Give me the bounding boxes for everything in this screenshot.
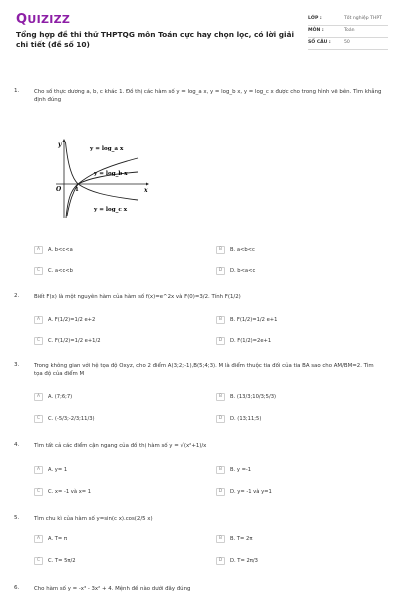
question-number: 4. xyxy=(14,442,20,448)
worksheet-header xyxy=(0,0,400,68)
question-5 xyxy=(14,515,386,527)
option-text: D. y= -1 và y=1 xyxy=(230,489,272,495)
question-text: Tìm tất cả các điểm cận ngang của đồ thị hàm số y = √(x²+1)/x xyxy=(34,443,207,449)
option-letter-box: B xyxy=(216,535,225,543)
option-text: B. F(1/2)=1/2 e+1 xyxy=(230,317,278,323)
answer-option[interactable] xyxy=(216,315,386,325)
question-text: Trong không gian với hệ tọa độ Oxyz, cho 2 điểm A(3;2;-1),B(5;4;3). M là điểm thuộc tia đối của tia BA sao cho AM/BM=2. Tìm tọa độ của điểm M xyxy=(34,363,374,377)
answer-option[interactable] xyxy=(216,556,386,566)
option-letter-box: A xyxy=(34,466,43,474)
question-number: 1. xyxy=(14,88,20,94)
option-text: A. T= π xyxy=(48,536,68,542)
answer-option[interactable] xyxy=(216,534,386,544)
question-6 xyxy=(14,585,386,597)
curve-c-label: y = log_c x xyxy=(94,207,128,213)
question-number: 3. xyxy=(14,362,20,368)
option-text: A. F(1/2)=1/2 e+2 xyxy=(48,317,96,323)
x-axis-label: x xyxy=(144,187,148,194)
option-text: D. (13;11;5) xyxy=(230,416,262,422)
option-text: B. a<b<c xyxy=(230,247,255,253)
answer-option[interactable] xyxy=(216,266,386,276)
meta-subject-label: MÔN : xyxy=(308,28,324,33)
meta-subject-value: Toán xyxy=(344,28,355,33)
answer-option[interactable] xyxy=(34,392,204,402)
option-letter-box: B xyxy=(216,316,225,324)
answer-option[interactable] xyxy=(216,245,386,255)
answer-option[interactable] xyxy=(216,414,386,424)
answer-option[interactable] xyxy=(34,266,204,276)
option-letter-box: D xyxy=(216,337,225,345)
option-text: B. y =-1 xyxy=(230,467,252,473)
log-graph xyxy=(50,138,150,220)
option-letter-box: C xyxy=(34,415,43,423)
question-text: Tìm chu kì của hàm số y=sin(c x).cos(2/5 x) xyxy=(34,516,153,522)
question-2 xyxy=(14,293,386,305)
answer-option[interactable] xyxy=(216,392,386,402)
option-letter-box: C xyxy=(34,337,43,345)
option-letter-box: A xyxy=(34,246,43,254)
option-text: C. (-5/3;-2/3;11/3) xyxy=(48,416,95,422)
answer-option[interactable] xyxy=(34,556,204,566)
question-number: 2. xyxy=(14,293,20,299)
meta-count-value: 50 xyxy=(344,40,350,45)
option-letter-box: D xyxy=(216,488,225,496)
option-letter-box: A xyxy=(34,535,43,543)
y-axis-arrow-icon xyxy=(63,139,66,142)
option-text: D. b<a<c xyxy=(230,268,256,274)
curve-b-label: y = log_b x xyxy=(94,171,128,177)
option-letter-box: A xyxy=(34,393,43,401)
option-text: A. (7;6;7) xyxy=(48,394,73,400)
option-letter-box: C xyxy=(34,557,43,565)
answer-option[interactable] xyxy=(34,245,204,255)
option-letter-box: C xyxy=(34,488,43,496)
meta-count-label: SỐ CÂU : xyxy=(308,40,331,45)
question-number: 5. xyxy=(14,515,20,521)
answer-option[interactable] xyxy=(216,465,386,475)
option-text: A. b<c<a xyxy=(48,247,73,253)
question-4 xyxy=(14,442,386,454)
quizizz-logo: QUIZIZZ xyxy=(16,12,71,27)
meta-class-label: LỚP : xyxy=(308,16,322,21)
option-letter-box: D xyxy=(216,267,225,275)
option-text: D. T= 2π/3 xyxy=(230,558,258,564)
answer-option[interactable] xyxy=(216,336,386,346)
option-text: D. F(1/2)=2e+1 xyxy=(230,338,272,344)
worksheet-title: Tổng hợp đề thi thử THPTQG môn Toán cực hay chọn lọc, có lời giải chi tiết (đề số 10) xyxy=(16,30,295,49)
question-3 xyxy=(14,362,386,380)
answer-option[interactable] xyxy=(34,336,204,346)
answer-option[interactable] xyxy=(216,487,386,497)
answer-option[interactable] xyxy=(34,534,204,544)
question-number: 6. xyxy=(14,585,20,591)
worksheet-meta xyxy=(308,14,388,50)
option-text: A. y= 1 xyxy=(48,467,68,473)
option-text: C. F(1/2)=1/2 e+1/2 xyxy=(48,338,101,344)
question-text: Cho hàm số y = -x³ - 3x² + 4. Mệnh đề nào dưới đây đúng xyxy=(34,586,191,592)
meta-subject-row xyxy=(308,26,388,38)
option-letter-box: C xyxy=(34,267,43,275)
option-text: C. x= -1 và x= 1 xyxy=(48,489,92,495)
option-letter-box: B xyxy=(216,393,225,401)
option-text: B. T= 2π xyxy=(230,536,253,542)
option-letter-box: D xyxy=(216,557,225,565)
answer-option[interactable] xyxy=(34,414,204,424)
x-axis-arrow-icon xyxy=(146,183,149,186)
meta-count-row xyxy=(308,38,388,50)
origin-label: O xyxy=(56,186,62,193)
option-letter-box: D xyxy=(216,415,225,423)
question-text: Cho số thực dương a, b, c khác 1. Đồ thị các hàm số y = log_a x, y = log_b x, y = log_c x được cho trong hình vẽ bên. Tìm khẳng định đúng xyxy=(34,89,382,103)
y-axis-label: y xyxy=(58,141,62,148)
answer-option[interactable] xyxy=(34,487,204,497)
question-text: Biết F(x) là một nguyên hàm của hàm số f(x)=e^2x và F(0)=3/2. Tính F(1/2) xyxy=(34,294,241,300)
option-letter-box: B xyxy=(216,466,225,474)
meta-class-value: Tốt nghiệp THPT xyxy=(344,16,382,21)
option-text: C. T= 5π/2 xyxy=(48,558,76,564)
tick-one-label: 1 xyxy=(75,187,79,193)
option-letter-box: A xyxy=(34,316,43,324)
option-text: C. a<c<b xyxy=(48,268,73,274)
answer-option[interactable] xyxy=(34,465,204,475)
curve-a-label: y = log_a x xyxy=(90,146,124,152)
option-text: B. (13/3;10/3;5/3) xyxy=(230,394,277,400)
meta-class-row xyxy=(308,14,388,26)
answer-option[interactable] xyxy=(34,315,204,325)
option-letter-box: B xyxy=(216,246,225,254)
